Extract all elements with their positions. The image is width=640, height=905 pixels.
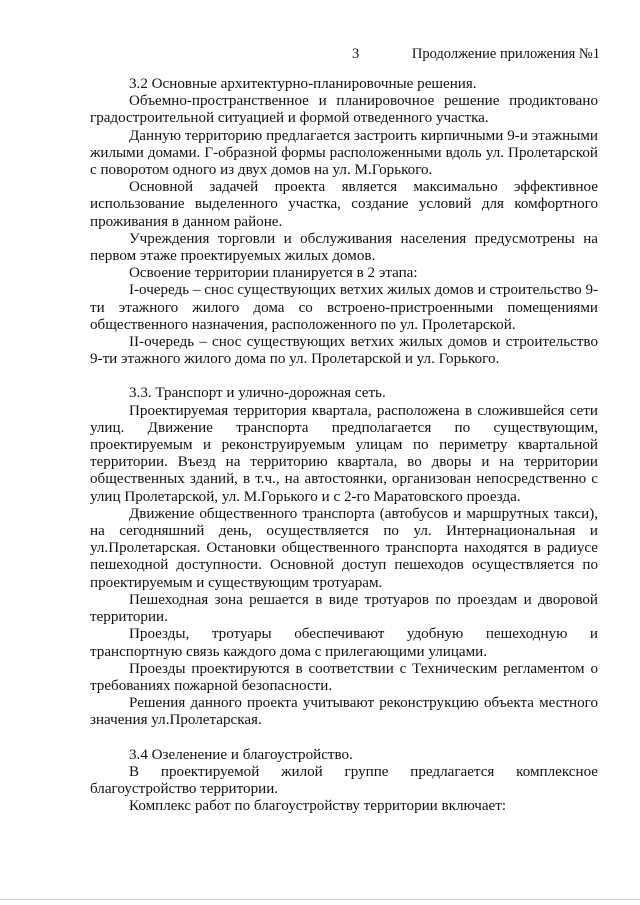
paragraph: Освоение территории планируется в 2 этапа: <box>129 265 418 282</box>
paragraph: II-очередь – снос существующих ветхих жилых домов и строительство 9-ти этажного жилого дома по ул. Пролетарской и ул. Горького. <box>90 334 598 368</box>
paragraph: Проезды проектируются в соответствии с Техническим регламентом о требованиях пожарной безопасности. <box>90 660 598 694</box>
paragraph: I-очередь – снос существующих ветхих жилых домов и строительство 9-ти этажного жилого дома со встроено-пристроенными помещениями общественного назначения, расположенного по ул. Пролетарской. <box>90 282 599 333</box>
section-gap <box>90 368 598 385</box>
document-body <box>90 76 598 815</box>
paragraph: В проектируемой жилой группе предлагается комплексное благоустройство территории. <box>90 763 598 797</box>
paragraph: Объемно-пространственное и планировочное решение продиктовано градостроительной ситуацией и формой отведенного участка. <box>90 93 598 127</box>
paragraph: Учреждения торговли и обслуживания населения предусмотрены на первом этаже проектируемых жилых домов. <box>90 230 598 265</box>
section-heading-3-2: 3.2 Основные архитектурно-планировочные решения. <box>129 76 477 92</box>
paragraph: Комплекс работ по благоустройству территории включает: <box>129 798 507 815</box>
section-heading-3-3: 3.3. Транспорт и улично-дорожная сеть. <box>129 385 386 402</box>
section-gap <box>90 730 598 747</box>
paragraph: Основной задачей проекта является максимально эффективное использование выделенного участка, создание условий для комфортного проживания в данном районе. <box>90 179 598 230</box>
paragraph: Проектируемая территория квартала, расположена в сложившейся сети улиц. Движение транспорта предполагается по существующим, проектируемым и реконструируемым улицам по периметру квартальной территории. Въезд на территорию квартала, во дворы и на территории общественных зданий, в т.ч., на автостоянки, организован непосредственно с улиц Пролетарской, ул. М.Горького и с 2-го Маратовского проезда. <box>90 402 598 505</box>
paragraph: Решения данного проекта учитывают реконструкцию объекта местного значения ул.Пролетарская. <box>90 695 598 729</box>
paragraph: Движение общественного транспорта (автобусов и маршрутных такси), на сегодняшний день, осуществляется по ул. Интернациональная и ул.Пролетарская. Остановки общественного транспорта находятся в радиусе пешеходной доступности. Основной доступ пешеходов осуществляется по проектируемым и существующим тротуарам. <box>90 505 598 591</box>
appendix-label: Продолжение приложения №1 <box>411 46 600 62</box>
paragraph: Данную территорию предлагается застроить кирпичными 9-и этажными жилыми домами. Г-образной формы расположенными вдоль ул. Пролетарской с поворотом одного из двух домов на ул. М.Горького. <box>90 127 598 179</box>
page-number: 3 <box>352 46 360 62</box>
scan-edge-line <box>0 899 640 900</box>
page-header <box>0 46 640 64</box>
section-heading-3-4: 3.4 Озеленение и благоустройство. <box>129 746 353 763</box>
paragraph: Пешеходная зона решается в виде тротуаров по проездам и дворовой территории. <box>90 591 598 626</box>
paragraph: Проезды, тротуары обеспечивают удобную пешеходную и транспортную связь каждого дома с прилегающими улицами. <box>90 626 598 660</box>
